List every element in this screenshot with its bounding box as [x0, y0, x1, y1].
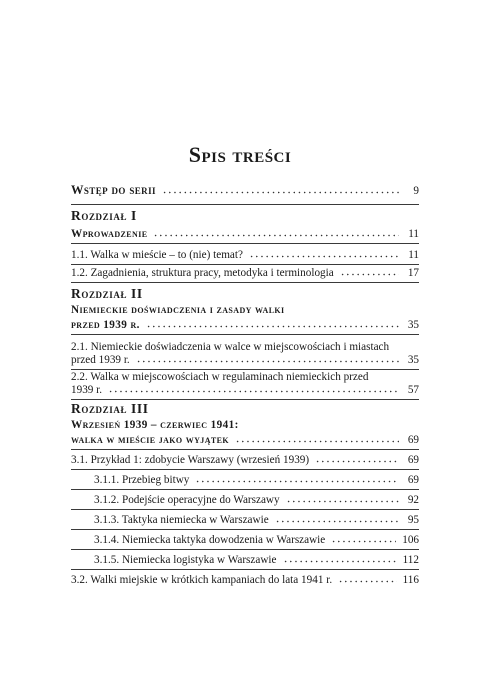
leader-dots — [146, 318, 399, 328]
divider — [71, 449, 419, 450]
leader-dots — [315, 453, 399, 463]
toc-entry-page: 57 — [407, 384, 419, 396]
toc-entry-label: 1.2. Zagadnienia, struktura pracy, metodyka i terminologia — [71, 267, 334, 279]
toc-entry-line1: 2.1. Niemieckie doświadczenia w walce w miejscowościach i miastach — [71, 341, 390, 353]
divider — [71, 549, 419, 550]
chapter-subtitle-1[interactable] — [71, 227, 419, 241]
toc-entry[interactable] — [94, 493, 419, 507]
leader-dots — [286, 493, 399, 503]
toc-entry[interactable] — [94, 533, 419, 547]
toc-entry-label: 3.1.2. Podejście operacyjne do Warszawy — [94, 494, 280, 506]
leader-dots — [283, 553, 397, 563]
leader-dots — [331, 533, 396, 543]
toc-entry-label: 3.1. Przykład 1: zdobycie Warszawy (wrzesień 1939) — [71, 454, 310, 466]
toc-entry-page: 11 — [408, 249, 419, 261]
toc-entry-page: 95 — [407, 514, 419, 526]
toc-entry-page: 69 — [407, 454, 419, 466]
toc-entry[interactable] — [71, 573, 419, 587]
toc-entry[interactable] — [71, 383, 419, 397]
leader-dots — [275, 513, 399, 523]
leader-dots — [340, 266, 399, 276]
chapter-subtitle-2[interactable] — [71, 318, 419, 332]
divider — [71, 204, 419, 205]
chapter-heading-2: Rozdział II — [71, 286, 143, 301]
leader-dots — [249, 248, 399, 258]
divider — [71, 334, 419, 335]
leader-dots — [162, 184, 399, 194]
toc-entry-label: walka w mieście jako wyjątek — [71, 434, 229, 446]
divider — [71, 489, 419, 490]
chapter-heading-1: Rozdział I — [71, 208, 137, 223]
toc-entry[interactable] — [71, 353, 419, 367]
toc-entry-page: 92 — [407, 494, 419, 506]
leader-dots — [153, 227, 399, 237]
toc-entry-label: 1939 r. — [71, 384, 103, 396]
chapter-subtitle-3[interactable] — [71, 433, 419, 447]
toc-entry-line1: 2.2. Walka w miejscowościach w regulaminach niemieckich przed — [71, 371, 369, 383]
leader-dots — [235, 433, 399, 443]
toc-entry[interactable] — [71, 266, 419, 280]
toc-entry[interactable] — [71, 248, 419, 262]
toc-entry-page: 116 — [402, 574, 419, 586]
leader-dots — [108, 383, 399, 393]
divider — [71, 529, 419, 530]
toc-entry[interactable] — [94, 553, 419, 567]
toc-entry-page: 69 — [407, 434, 419, 446]
leader-dots — [136, 353, 399, 363]
toc-entry[interactable] — [94, 513, 419, 527]
divider — [71, 282, 419, 283]
leader-dots — [338, 573, 397, 583]
toc-entry-label: 3.1.1. Przebieg bitwy — [94, 474, 190, 486]
toc-entry-page: 35 — [407, 354, 419, 366]
toc-entry-label: Wprowadzenie — [71, 228, 148, 240]
divider — [71, 569, 419, 570]
chapter-subtitle-2-line1: Niemieckie doświadczenia i zasady walki — [71, 304, 285, 316]
divider — [71, 264, 419, 265]
divider — [71, 469, 419, 470]
toc-entry-page: 17 — [407, 267, 419, 279]
toc-entry-page: 9 — [413, 185, 419, 197]
toc-entry-intro[interactable] — [71, 183, 419, 198]
toc-entry-label: 3.1.3. Taktyka niemiecka w Warszawie — [94, 514, 269, 526]
divider — [71, 243, 419, 244]
toc-entry-label: Wstęp do serii — [71, 183, 156, 197]
leader-dots — [195, 473, 399, 483]
toc-entry[interactable] — [71, 453, 419, 467]
divider — [71, 399, 419, 400]
page-title: Spis treści — [188, 142, 292, 167]
chapter-heading-3: Rozdział III — [71, 401, 149, 416]
toc-entry-page: 112 — [402, 554, 419, 566]
toc-entry-page: 106 — [402, 534, 419, 546]
toc-entry-label: 3.2. Walki miejskie w krótkich kampaniach do lata 1941 r. — [71, 574, 333, 586]
divider — [71, 509, 419, 510]
toc-entry-label: przed 1939 r. — [71, 319, 140, 331]
toc-entry-page: 69 — [407, 474, 419, 486]
toc-entry[interactable] — [94, 473, 419, 487]
toc-entry-label: 1.1. Walka w mieście – to (nie) temat? — [71, 249, 243, 261]
toc-entry-label: 3.1.5. Niemiecka logistyka w Warszawie — [94, 554, 277, 566]
toc-entry-page: 35 — [407, 319, 419, 331]
toc-entry-label: przed 1939 r. — [71, 354, 130, 366]
chapter-subtitle-3-line1: Wrzesień 1939 – czerwiec 1941: — [71, 419, 239, 431]
toc-entry-page: 11 — [408, 228, 419, 240]
toc-entry-label: 3.1.4. Niemiecka taktyka dowodzenia w Warszawie — [94, 534, 326, 546]
